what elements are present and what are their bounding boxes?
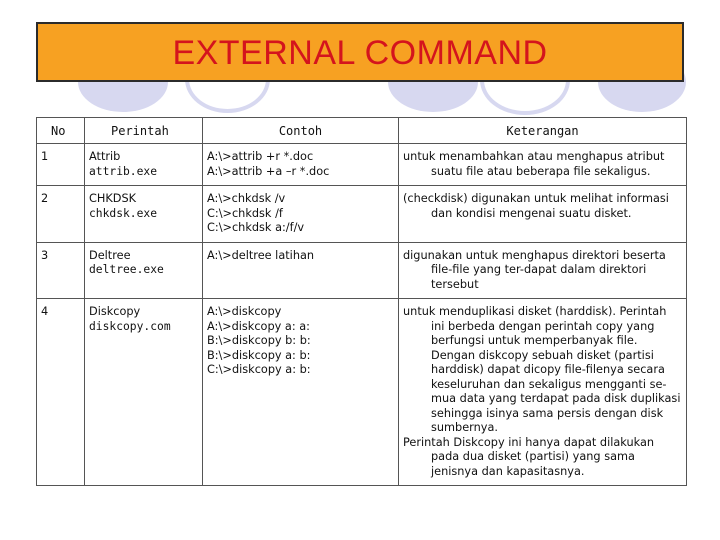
slide-title: EXTERNAL COMMAND bbox=[172, 34, 548, 72]
example-cell bbox=[203, 186, 399, 243]
description-cell bbox=[399, 242, 687, 299]
description-cell bbox=[399, 144, 687, 186]
description-paragraph: (checkdisk) digunakan untuk melihat informasi dan kondisi mengenai suatu disket. bbox=[403, 192, 669, 220]
row-number: 1 bbox=[37, 144, 85, 186]
example-cell bbox=[203, 144, 399, 186]
table-row bbox=[37, 299, 687, 486]
title-banner bbox=[36, 22, 684, 82]
example-line: A:\>diskcopy a: a: bbox=[207, 319, 310, 333]
description-cell bbox=[399, 299, 687, 486]
example-line: A:\>diskcopy bbox=[207, 305, 282, 318]
example-line: A:\>deltree latihan bbox=[207, 248, 315, 262]
table-header-row bbox=[37, 118, 687, 144]
command-name: CHKDSK bbox=[89, 192, 137, 205]
command-table bbox=[36, 117, 687, 486]
command-cell bbox=[85, 299, 203, 486]
example-cell bbox=[203, 299, 399, 486]
example-line: A:\>attrib +a –r *.doc bbox=[207, 164, 330, 178]
row-number: 3 bbox=[37, 242, 85, 299]
header-no: No bbox=[37, 118, 85, 144]
header-perintah: Perintah bbox=[85, 118, 203, 144]
header-contoh: Contoh bbox=[203, 118, 399, 144]
row-number: 2 bbox=[37, 186, 85, 243]
example-line: C:\>chkdsk /f bbox=[207, 206, 283, 220]
command-cell bbox=[85, 242, 203, 299]
command-name: Diskcopy bbox=[89, 305, 141, 318]
command-file: deltree.exe bbox=[89, 263, 164, 276]
row-number: 4 bbox=[37, 299, 85, 486]
table-body bbox=[37, 144, 687, 486]
command-file: chkdsk.exe bbox=[89, 206, 158, 220]
description-cell bbox=[399, 186, 687, 243]
example-line: B:\>diskcopy a: b: bbox=[207, 348, 311, 362]
example-line: B:\>diskcopy b: b: bbox=[207, 334, 311, 347]
command-cell bbox=[85, 144, 203, 186]
example-cell bbox=[203, 242, 399, 299]
header-keterangan: Keterangan bbox=[399, 118, 687, 144]
example-line: A:\>chkdsk /v bbox=[207, 192, 286, 205]
table-row bbox=[37, 186, 687, 243]
description-paragraph: digunakan untuk menghapus direktori beserta file-file yang ter-dapat dalam direktori tersebut bbox=[403, 248, 666, 291]
example-line: C:\>diskcopy a: b: bbox=[207, 363, 311, 376]
command-name: Deltree bbox=[89, 248, 131, 262]
example-line: A:\>attrib +r *.doc bbox=[207, 150, 314, 163]
description-paragraph: untuk menduplikasi disket (harddisk). Perintah ini berbeda dengan perintah copy yang berfungsi untuk memperbanyak file. Dengan diskcopy sebuah disket (partisi harddisk) dapat dicopy file-filenya secara keseluruhan dan sekaligus mengganti se-mua data yang terdapat pada disk duplikasi sehingga isinya sama persis dengan disk sumbernya. bbox=[403, 305, 681, 434]
table-row bbox=[37, 242, 687, 299]
description-paragraph: untuk menambahkan atau menghapus atribut suatu file atau beberapa file sekaligus. bbox=[403, 150, 665, 178]
description-paragraph: Perintah Diskcopy ini hanya dapat dilakukan pada dua disket (partisi) yang sama jenisnya dan kapasitasnya. bbox=[403, 435, 655, 478]
example-line: C:\>chkdsk a:/f/v bbox=[207, 221, 305, 234]
command-name: Attrib bbox=[89, 150, 121, 163]
command-file: attrib.exe bbox=[89, 164, 158, 178]
command-file: diskcopy.com bbox=[89, 319, 171, 333]
command-cell bbox=[85, 186, 203, 243]
table-row bbox=[37, 144, 687, 186]
